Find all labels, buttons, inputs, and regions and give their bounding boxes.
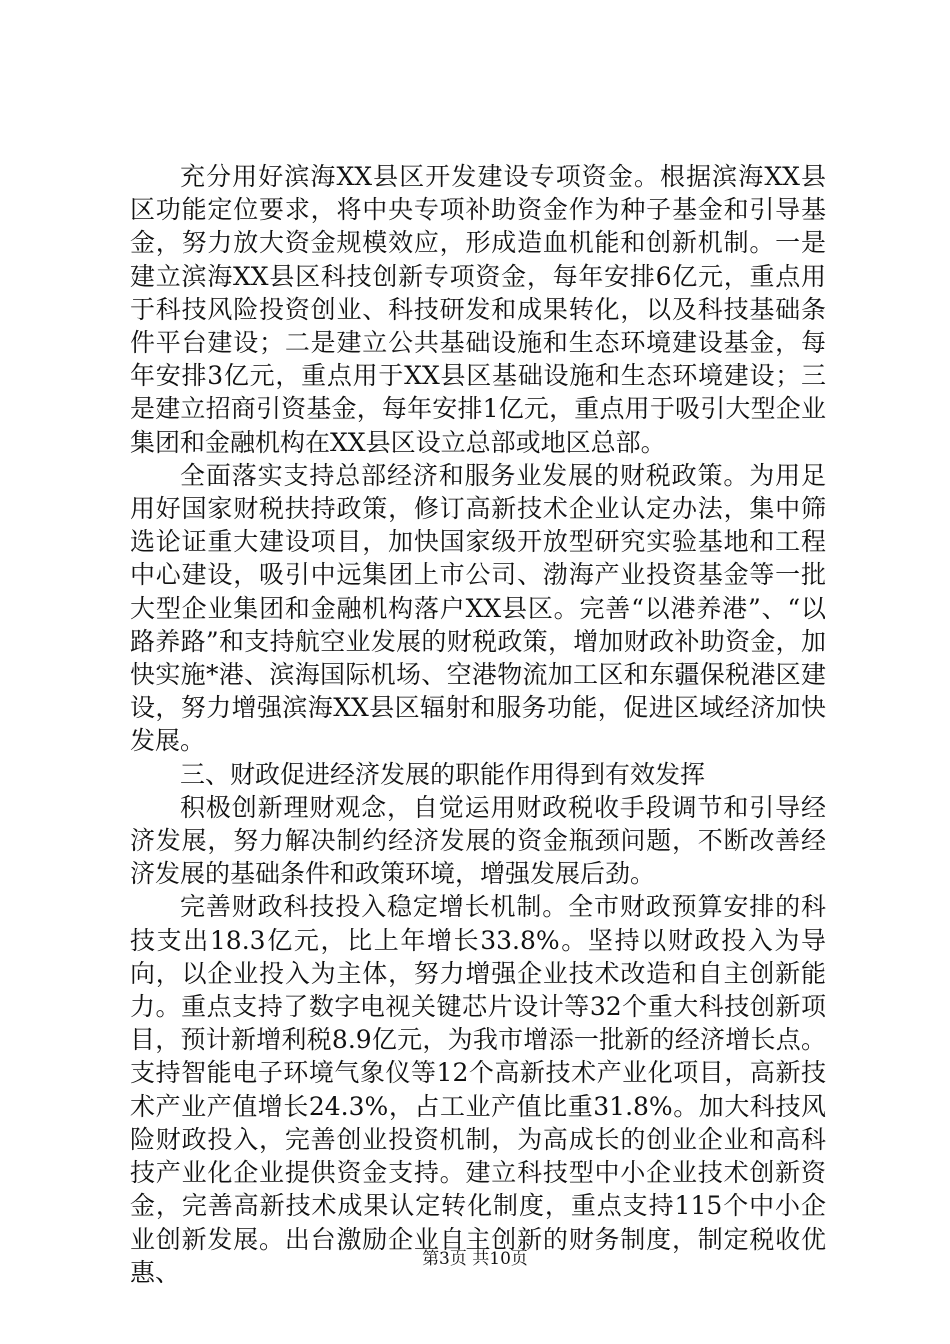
paragraph-tech-investment: 完善财政科技投入稳定增长机制。全市财政预算安排的科技支出18.3亿元，比上年增长33.8%。坚持以财政投入为导向，以企业投入为主体，努力增强企业技术改造和自主创新能力。重点支持了数字电视关键芯片设计等32个重大科技创新项目，预计新增利税8.9亿元，为我市增添一批新的经济增长点。支持智能电子环境气象仪等12个高新技术产业化项目，高新技术产业产值增长24.3%，占工业产值比重31.8%。加大科技风险财政投入，完善创业投资机制，为高成长的创业企业和高科技产业化企业提供资金支持。建立科技型中小企业技术创新资金，完善高新技术成果认定转化制度，重点支持115个中小企业创新发展。出台激励企业自主创新的财务制度，制定税收优惠、 xyxy=(130,892,826,1287)
section-heading: 三、财政促进经济发展的职能作用得到有效发挥 xyxy=(180,759,706,789)
paragraph-finance-concept: 积极创新理财观念，自觉运用财政税收手段调节和引导经济发展，努力解决制约经济发展的资金瓶颈问题，不断改善经济发展的基础条件和政策环境，增强发展后劲。 xyxy=(130,792,826,889)
document-body xyxy=(130,160,826,1289)
paragraph-dev-fund: 充分用好滨海XX县区开发建设专项资金。根据滨海XX县区功能定位要求，将中央专项补助资金作为种子基金和引导基金，努力放大资金规模效应，形成造血机能和创新机制。一是建立滨海XX县区科技创新专项资金，每年安排6亿元，重点用于科技风险投资创业、科技研发和成果转化，以及科技基础条件平台建设；二是建立公共基础设施和生态环境建设基金，每年安排3亿元，重点用于XX县区基础设施和生态环境建设；三是建立招商引资基金，每年安排1亿元，重点用于吸引大型企业集团和金融机构在XX县区设立总部或地区总部。 xyxy=(130,162,826,457)
page-footer: 第3页 共10页 xyxy=(422,1249,528,1269)
paragraph-tax-policy: 全面落实支持总部经济和服务业发展的财税政策。为用足用好国家财税扶持政策，修订高新技术企业认定办法，集中筛选论证重大建设项目，加快国家级开放型研究实验基地和工程中心建设，吸引中远集团上市公司、渤海产业投资基金等一批大型企业集团和金融机构落户XX县区。完善“以港养港”、“以路养路”和支持航空业发展的财税政策，增加财政补助资金，加快实施*港、滨海国际机场、空港物流加工区和东疆保税港区建设，努力增强滨海XX县区辐射和服务功能，促进区域经济加快发展。 xyxy=(130,460,826,756)
